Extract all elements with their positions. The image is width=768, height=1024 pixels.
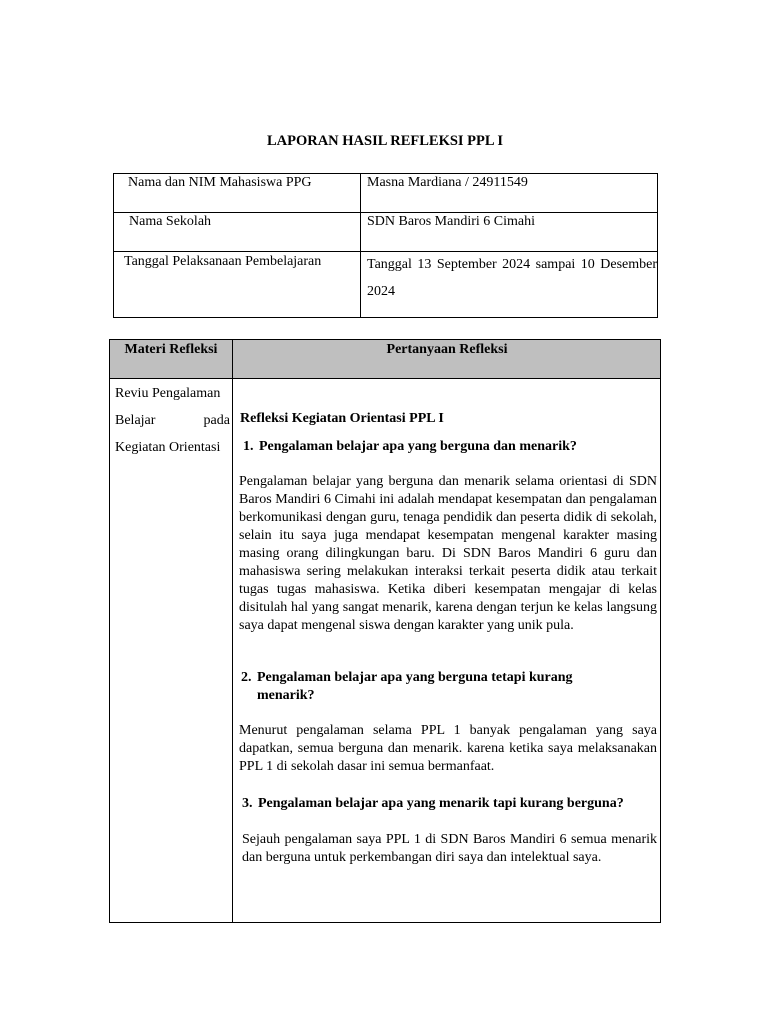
question-item [243,438,658,456]
table-divider [232,340,233,922]
identity-value-date: Tanggal 13 September 2024 sampai 10 Desember 2024 [367,257,657,299]
header-pertanyaan-refleksi: Pertanyaan Refleksi [386,342,508,357]
materi-line: Reviu Pengalaman [115,386,221,401]
answer-paragraph: Pengalaman belajar yang berguna dan menarik selama orientasi di SDN Baros Mandiri 6 Cimahi ini adalah mendapat kesempatan dan pengalaman berkomunikasi dengan guru, tenaga pendidik dan peserta didik di sekolah, selain itu saya juga mendapat kesempatan mengenal karakter masing masing orang dilingkungan baru. Di SDN Baros Mandiri 6 guru dan mahasiswa sering melakukan interaksi terkait peserta didik atau terkait tugas tugas mahasiswa. Ketika diberi kesempatan mengajar di kelas disitulah hal yang sangat menarik, karena dengan terjun ke kelas langsung saya dapat mengenal siswa dengan karakter yang unik pula. [239,474,657,633]
question-item [241,669,611,705]
question-number: 1. [243,439,254,454]
question-number: 3. [242,796,253,811]
materi-line: Kegiatan Orientasi [115,440,221,455]
table-divider [360,174,361,317]
identity-table [113,173,658,318]
materi-line: Belajar pada [115,413,230,428]
document-title: LAPORAN HASIL REFLEKSI PPL I [266,133,504,149]
answer-paragraph: Menurut pengalaman selama PPL 1 banyak pengalaman yang saya dapatkan, semua berguna dan menarik. karena ketika saya melaksanakan PPL 1 di sekolah dasar ini semua bermanfaat. [239,723,657,774]
question-text: Pengalaman belajar apa yang berguna tetapi kurang menarik? [257,670,573,703]
identity-label-school: Nama Sekolah [129,214,212,229]
identity-value-name: Masna Mardiana / 24911549 [367,175,528,190]
materi-cell [115,380,230,461]
question-number: 2. [241,670,252,685]
question-text: Pengalaman belajar apa yang menarik tapi kurang berguna? [258,796,624,811]
header-materi-refleksi: Materi Refleksi [124,342,218,357]
identity-label-date: Tanggal Pelaksanaan Pembelajaran [124,254,322,269]
identity-value-school: SDN Baros Mandiri 6 Cimahi [367,214,535,229]
section-title: Refleksi Kegiatan Orientasi PPL I [240,411,444,426]
question-text: Pengalaman belajar apa yang berguna dan menarik? [259,439,577,454]
table-divider [114,212,657,213]
identity-label-name: Nama dan NIM Mahasiswa PPG [128,175,312,190]
reflection-table [109,339,661,923]
question-item [242,795,657,813]
answer-paragraph: Sejauh pengalaman saya PPL 1 di SDN Baros Mandiri 6 semua menarik dan berguna untuk perkembangan diri saya dan intelektual saya. [242,832,657,865]
